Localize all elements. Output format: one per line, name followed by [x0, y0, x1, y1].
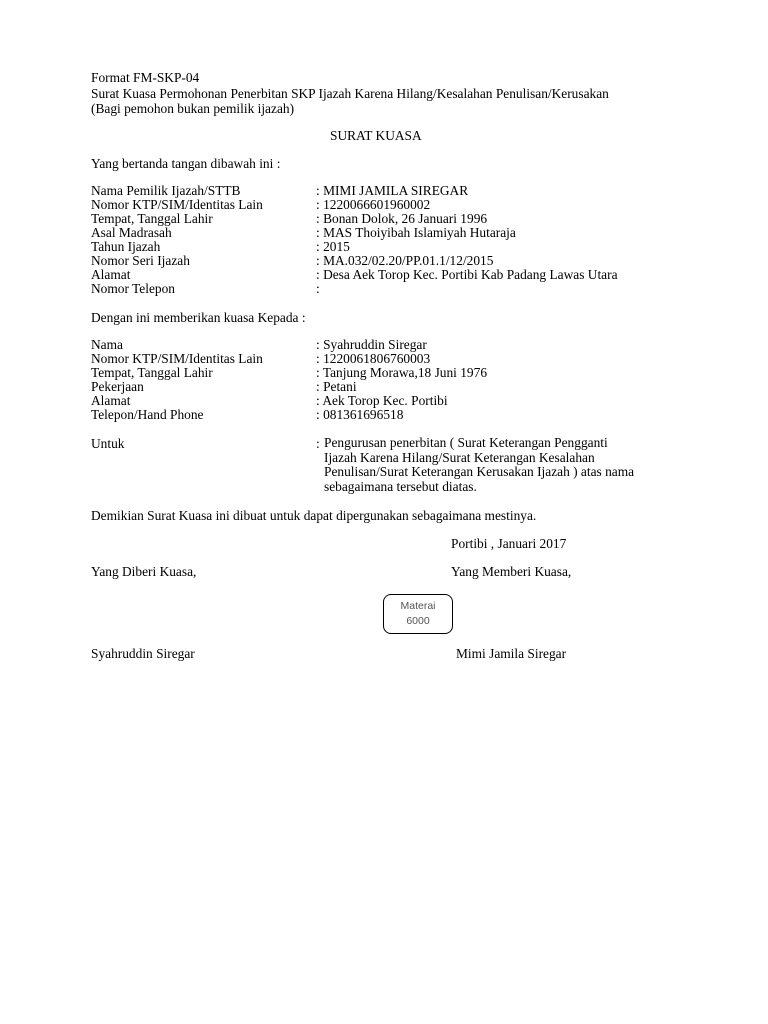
field-label: Tempat, Tanggal Lahir	[91, 211, 213, 226]
closing-statement: Demikian Surat Kuasa ini dibuat untuk dapat dipergunakan sebagaimana mestinya.	[91, 508, 537, 523]
field-value: : Desa Aek Torop Kec. Portibi Kab Padang Lawas Utara	[316, 267, 618, 282]
field-label: Tahun Ijazah	[91, 239, 161, 254]
field-value: : Petani	[316, 379, 357, 394]
field-label: Nomor KTP/SIM/Identitas Lain	[91, 351, 263, 366]
field-label: Nomor KTP/SIM/Identitas Lain	[91, 197, 263, 212]
purpose-label: Untuk	[91, 436, 125, 451]
document-note: (Bagi pemohon bukan pemilik ijazah)	[91, 101, 295, 116]
form-code: Format FM-SKP-04	[91, 70, 200, 85]
field-value: :	[316, 281, 320, 296]
purpose-line: sebagaimana tersebut diatas.	[324, 478, 477, 494]
field-value: : MIMI JAMILA SIREGAR	[316, 183, 469, 198]
field-label: Tempat, Tanggal Lahir	[91, 365, 213, 380]
receiver-name: Syahruddin Siregar	[91, 646, 195, 661]
field-label: Asal Madrasah	[91, 225, 172, 240]
field-value: : Syahruddin Siregar	[316, 337, 427, 352]
field-value: : 1220061806760003	[316, 351, 431, 366]
grantee-intro: Dengan ini memberikan kuasa Kepada :	[91, 310, 306, 325]
field-label: Pekerjaan	[91, 379, 144, 394]
field-label: Telepon/Hand Phone	[91, 407, 204, 422]
field-value: : 2015	[316, 239, 350, 254]
field-label: Nomor Seri Ijazah	[91, 253, 190, 268]
giver-label: Yang Memberi Kuasa,	[451, 564, 572, 579]
purpose-line: Pengurusan penerbitan ( Surat Keterangan Pengganti	[324, 435, 608, 450]
purpose-text	[324, 436, 694, 494]
field-label: Nama Pemilik Ijazah/STTB	[91, 183, 241, 198]
field-label: Alamat	[91, 393, 131, 408]
document-subject: Surat Kuasa Permohonan Penerbitan SKP Ijazah Karena Hilang/Kesalahan Penulisan/Kerusakan	[91, 86, 609, 101]
stamp-value: 6000	[406, 615, 430, 627]
field-value: : MAS Thoiyibah Islamiyah Hutaraja	[316, 225, 516, 240]
field-value: : Aek Torop Kec. Portibi	[316, 393, 448, 408]
document-title: SURAT KUASA	[330, 128, 422, 143]
field-value: : Tanjung Morawa,18 Juni 1976	[316, 365, 488, 380]
field-label: Alamat	[91, 267, 131, 282]
giver-name: Mimi Jamila Siregar	[456, 646, 567, 661]
purpose-line: Ijazah Karena Hilang/Surat Keterangan Kesalahan	[324, 449, 595, 465]
purpose-line: Penulisan/Surat Keterangan Kerusakan Ijazah ) atas nama	[324, 464, 635, 480]
grantor-intro: Yang bertanda tangan dibawah ini :	[91, 156, 281, 171]
stamp-text: Materai	[400, 600, 436, 612]
field-label: Nomor Telepon	[91, 281, 175, 296]
field-label: Nama	[91, 337, 123, 352]
field-value: : 081361696518	[316, 407, 404, 422]
field-value: : 1220066601960002	[316, 197, 431, 212]
field-value: : Bonan Dolok, 26 Januari 1996	[316, 211, 488, 226]
receiver-label: Yang Diberi Kuasa,	[91, 564, 197, 579]
place-date: Portibi , Januari 2017	[451, 536, 567, 551]
purpose-colon: :	[316, 436, 320, 451]
duty-stamp	[383, 594, 453, 634]
field-value: : MA.032/02.20/PP.01.1/12/2015	[316, 253, 494, 268]
